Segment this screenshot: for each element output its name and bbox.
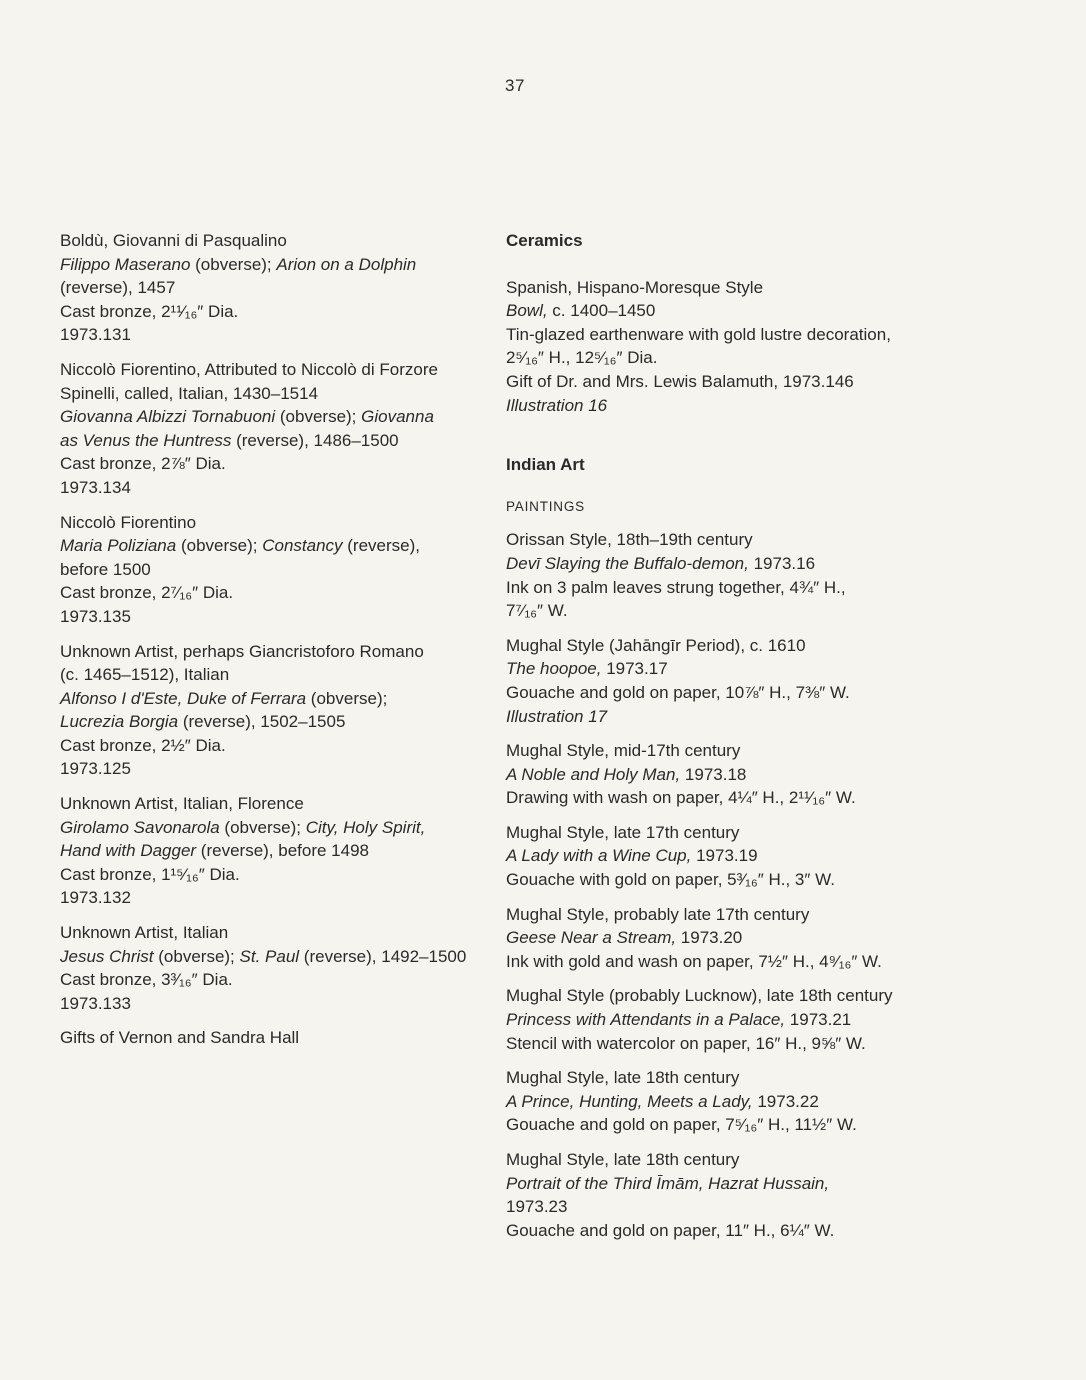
entry-line [506,950,946,974]
entry-line [506,763,946,787]
title-text: Illustration 17 [506,706,608,726]
catalog-entry [60,229,490,347]
entry-line [506,346,946,370]
entry-line [506,1172,946,1196]
entry-text: Orissan Style, 18th–19th century [506,530,753,550]
entry-line [60,605,490,629]
catalog-entry [506,1148,946,1242]
entry-text: Gouache with gold on paper, 5³⁄₁₆″ H., 3″ W. [506,870,835,890]
entry-line [60,229,490,253]
entry-line [60,839,490,863]
entry-text: (reverse), 1486–1500 [231,430,399,450]
catalog-entry [506,276,946,418]
entry-line [60,581,490,605]
entry-line [506,1148,946,1172]
title-text: Hand with Dagger [60,841,197,861]
entry-line [506,844,946,868]
entry-text: (obverse); [306,688,388,708]
entry-line [506,868,946,892]
entry-text: Cast bronze, 1¹⁵⁄₁₆″ Dia. [60,864,240,884]
entry-line [506,1008,946,1032]
entry-text: Cast bronze, 2¹¹⁄₁₆″ Dia. [60,301,239,321]
medal-entries [60,229,490,1050]
entry-text: 1973.134 [60,477,131,497]
entry-text: Mughal Style, probably late 17th century [506,904,810,924]
entry-text: Mughal Style (Jahāngīr Period), c. 1610 [506,635,806,655]
entry-text: Tin-glazed earthenware with gold lustre decoration, [506,324,891,344]
entry-text: (obverse); [219,817,306,837]
title-text: Geese Near a Stream, [506,928,677,948]
entry-text: (obverse); [153,946,240,966]
title-text: Arion on a Dolphin [276,254,417,274]
entry-text: Gifts of Vernon and Sandra Hall [60,1028,300,1048]
title-text: A Noble and Holy Man, [506,764,681,784]
entry-text: 1973.131 [60,325,131,345]
entry-text: 1973.21 [785,1010,852,1030]
entry-line [506,552,946,576]
title-text: Constancy [262,536,343,556]
entry-text: (obverse); [176,536,263,556]
entry-line [60,382,490,406]
entry-line [506,394,946,418]
left-column [60,229,490,1061]
entry-line [60,710,490,734]
entry-text: Gift of Dr. and Mrs. Lewis Balamuth, 1973.146 [506,371,854,391]
entry-text: Unknown Artist, Italian, Florence [60,794,304,814]
entry-line [506,1219,946,1243]
title-text: Alfonso I d'Este, Duke of Ferrara [60,688,307,708]
title-text: Maria Poliziana [60,536,177,556]
entry-text: Spinelli, called, Italian, 1430–1514 [60,383,319,403]
entry-line [506,1090,946,1114]
title-text: Lucrezia Borgia [60,712,179,732]
entry-line [60,476,490,500]
entry-line [506,1113,946,1137]
entry-line [60,663,490,687]
catalog-entry [60,358,490,500]
entry-line [60,687,490,711]
entry-text: Cast bronze, 2⅞″ Dia. [60,454,226,474]
entry-text: (reverse), [342,536,421,556]
title-text: Girolamo Savonarola [60,817,220,837]
entry-text: Spanish, Hispano-Moresque Style [506,277,764,297]
entry-line [60,968,490,992]
entry-text: 1973.17 [601,659,668,679]
title-text: St. Paul [239,946,300,966]
entry-line [60,734,490,758]
entry-line [60,429,490,453]
title-text: A Lady with a Wine Cup, [506,846,692,866]
entry-line [60,921,490,945]
entry-text: (c. 1465–1512), Italian [60,665,230,685]
catalog-entry [506,903,946,974]
entry-text: (reverse), 1492–1500 [299,946,467,966]
entry-text: Cast bronze, 3³⁄₁₆″ Dia. [60,970,233,990]
title-text: Giovanna Albizzi Tornabuoni [60,407,276,427]
catalog-entry [506,1066,946,1137]
title-text: Portrait of the Third Īmām, Hazrat Hussain, [506,1173,830,1193]
title-text: Filippo Maserano [60,254,191,274]
entry-line [506,323,946,347]
entry-line [506,576,946,600]
entry-line [60,816,490,840]
entry-text: Mughal Style, late 17th century [506,822,740,842]
entry-text: 1973.135 [60,606,131,626]
entry-text: Gouache and gold on paper, 11″ H., 6¼″ W. [506,1220,835,1240]
entry-text: Gouache and gold on paper, 10⅞″ H., 7⅜″ W. [506,682,850,702]
entry-text: Ink with gold and wash on paper, 7½″ H., 4⁹⁄₁₆″ W. [506,951,882,971]
entry-line [60,452,490,476]
title-text: Princess with Attendants in a Palace, [506,1010,786,1030]
title-text: Jesus Christ [60,946,154,966]
entry-line [506,681,946,705]
entry-line [506,276,946,300]
entry-line [60,863,490,887]
entry-line [506,634,946,658]
catalog-entry [60,792,490,910]
catalog-entry [506,984,946,1055]
entry-text: Niccolò Fiorentino, Attributed to Niccolò di Forzore [60,359,438,379]
entry-line [506,657,946,681]
entry-line [60,945,490,969]
entry-line [506,903,946,927]
entry-text: before 1500 [60,559,151,579]
title-text: Giovanna [361,407,434,427]
title-text: The hoopoe, [506,659,602,679]
entry-text: Cast bronze, 2½″ Dia. [60,735,226,755]
entry-line [60,405,490,429]
entry-line [506,984,946,1008]
entry-text: c. 1400–1450 [547,301,656,321]
title-text: Illustration 16 [506,395,608,415]
title-text: Devī Slaying the Buffalo-demon, [506,553,749,573]
title-text: as Venus the Huntress [60,430,232,450]
catalog-entry [506,821,946,892]
paintings-subheading: PAINTINGS [506,498,585,514]
entry-text: Mughal Style, mid-17th century [506,741,741,761]
entry-line [506,299,946,323]
entry-line [506,599,946,623]
entry-text: (obverse); [190,254,277,274]
entry-text: 1973.125 [60,759,131,779]
entry-line [60,358,490,382]
entry-line [506,821,946,845]
catalog-entry [60,640,490,782]
catalog-entry [60,921,490,1015]
entry-text: 1973.18 [680,764,747,784]
entry-text: (obverse); [275,407,362,427]
entry-line [60,276,490,300]
catalog-entry [506,528,946,622]
catalog-entry [506,634,946,728]
entry-line [60,323,490,347]
entry-text: Mughal Style, late 18th century [506,1150,740,1169]
entry-text: 2⁵⁄₁₆″ H., 12⁵⁄₁₆″ Dia. [506,348,658,368]
title-text: City, Holy Spirit, [305,817,426,837]
entry-line [60,558,490,582]
entry-line [60,792,490,816]
entry-text: Unknown Artist, Italian [60,923,229,943]
entry-line [60,992,490,1016]
entry-line [60,1026,490,1050]
entry-line [506,926,946,950]
entry-text: Mughal Style, late 18th century [506,1068,740,1088]
entry-text: 1973.22 [752,1091,819,1111]
entry-text: Gouache and gold on paper, 7⁵⁄₁₆″ H., 11½″ W. [506,1115,857,1135]
entry-text: 1973.132 [60,888,131,908]
right-column [506,229,946,1253]
entry-text: (reverse), 1502–1505 [178,712,346,732]
entry-line [60,534,490,558]
entry-text: 1973.19 [691,846,758,866]
entry-line [506,739,946,763]
entry-text: Drawing with wash on paper, 4¼″ H., 2¹¹⁄₁₆″ W. [506,788,856,808]
indian-art-heading: Indian Art [506,455,585,475]
entry-text: 1973.133 [60,993,131,1013]
entry-line [60,300,490,324]
entry-text: 1973.23 [506,1197,568,1217]
ceramics-heading: Ceramics [506,231,583,250]
entry-text: Cast bronze, 2⁷⁄₁₆″ Dia. [60,583,234,603]
painting-entries [506,528,946,1242]
catalog-entry [60,511,490,629]
title-text: A Prince, Hunting, Meets a Lady, [506,1091,753,1111]
entry-text: (reverse), before 1498 [196,841,369,861]
entry-text: Niccolò Fiorentino [60,512,197,532]
entry-line [60,640,490,664]
entry-text: Ink on 3 palm leaves strung together, 4¾″ H., [506,577,846,597]
entry-text: Boldù, Giovanni di Pasqualino [60,231,287,250]
entry-line [506,1066,946,1090]
entry-line [60,757,490,781]
title-text: Bowl, [506,301,548,321]
entry-text: Mughal Style (probably Lucknow), late 18th century [506,986,893,1006]
entry-text: (reverse), 1457 [60,278,176,298]
entry-line [506,528,946,552]
ceramics-entries [506,276,946,418]
entry-text: 1973.16 [748,553,816,573]
entry-line [506,370,946,394]
entry-line [506,1195,946,1219]
entry-text: 1973.20 [676,928,743,948]
catalog-entry [60,1026,490,1050]
entry-line [60,253,490,277]
entry-text: Stencil with watercolor on paper, 16″ H., 9⅝″ W. [506,1033,866,1053]
entry-text: Unknown Artist, perhaps Giancristoforo Romano [60,641,424,661]
entry-line [506,1032,946,1056]
catalog-entry [506,739,946,810]
entry-line [506,786,946,810]
entry-line [506,705,946,729]
entry-text: 7⁷⁄₁₆″ W. [506,601,568,621]
page-number: 37 [505,76,525,95]
entry-line [60,886,490,910]
entry-line [60,511,490,535]
